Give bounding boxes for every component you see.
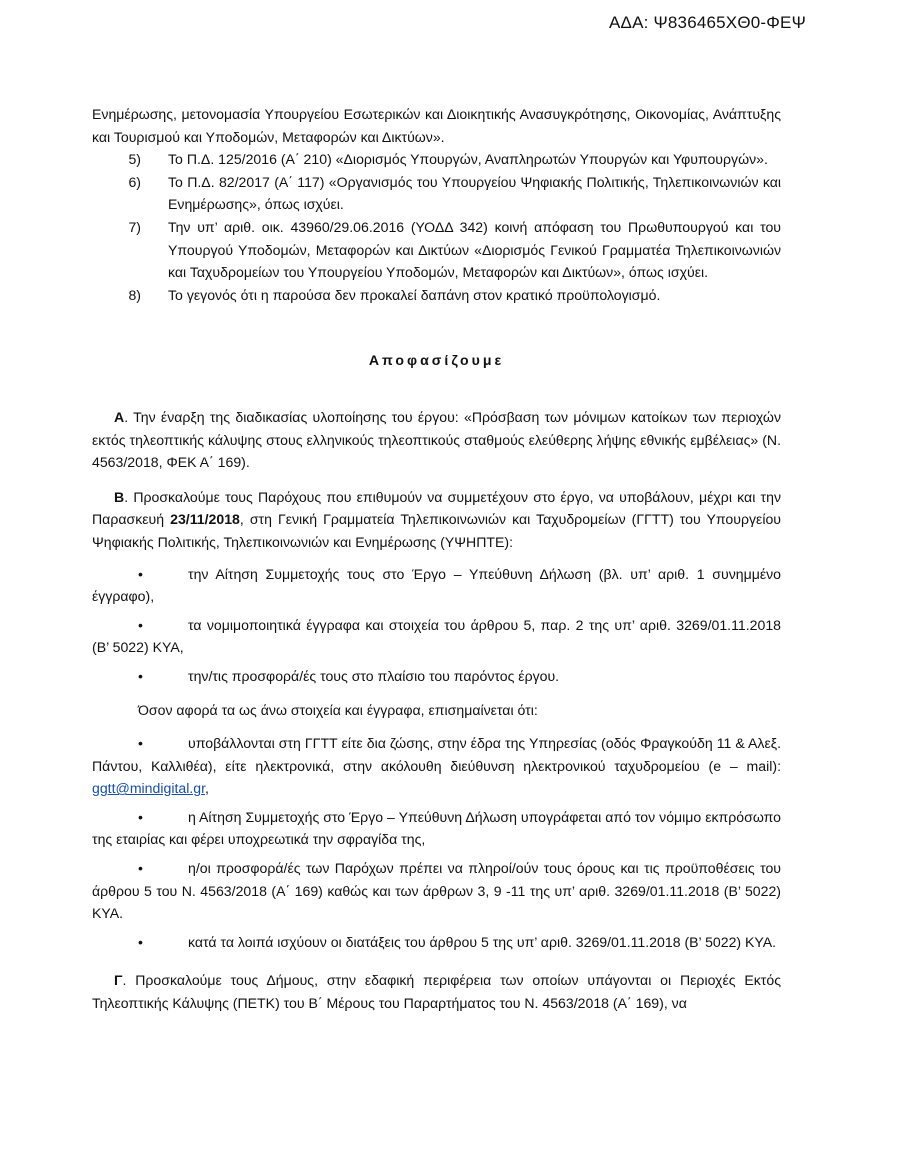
section-a (92, 406, 781, 474)
list-item: • κατά τα λοιπά ισχύουν οι διατάξεις του άρθρου 5 της υπ’ αριθ. 3269/01.11.2018 (Β’ 5022) ΚΥΑ. (92, 931, 781, 954)
section-c-text: . Προσκαλούμε τους Δήμους, στην εδαφική περιφέρεια των οποίων υπάγονται οι Περιοχές Εκτός Τηλεοπτικής Κάλυψης (ΠΕΤΚ) του Β΄ Μέρους του Παραρτήματος του Ν. 4563/2018 (Α΄ 169), να (92, 972, 781, 1011)
item-text: Το γεγονός ότι η παρούσα δεν προκαλεί δαπάνη στον κρατικό προϋπολογισμό. (168, 286, 661, 303)
submission-list (92, 563, 781, 688)
bullet-icon: • (138, 808, 143, 825)
section-b (92, 486, 781, 554)
list-item: • η/οι προσφορά/ές των Παρόχων πρέπει να πληροί/ούν τους όρους και τις προϋποθέσεις του άρθρου 5 του Ν. 4563/2018 (Α΄ 169) καθώς και των άρθρων 3, 9 -11 της υπ’ αριθ. 3269/01.11.2018 (Β’ 5022) ΚΥΑ. (92, 857, 781, 925)
section-b-label: Β (114, 488, 125, 505)
bullet-icon: • (138, 933, 143, 950)
numbered-item-8 (92, 284, 781, 307)
section-a-label: Α (114, 408, 125, 425)
section-b-text-before: . Προσκαλούμε τους Παρόχους που επιθυμούν να συμμετέχουν στο έργο, να υποβάλουν, μέχρι και την Παρασκευή (92, 488, 781, 528)
email-link[interactable]: ggtt@mindigital.gr (92, 780, 206, 797)
bullet-icon: • (138, 860, 143, 877)
decision-heading: Αποφασίζουμε (368, 352, 505, 369)
item-text: Την υπ’ αριθ. οικ. 43960/29.06.2016 (ΥΟΔΔ 342) κοινή απόφαση του Πρωθυπουργού και του Υπουργού Υποδομών, Μεταφορών και Δικτύων «Διορισμός Γενικού Γραμματέα Τηλεπικοινωνιών και Ταχυδρομείων του Υπουργείου Υποδομών, Μεταφορών και Δικτύων», όπως ισχύει. (168, 218, 781, 281)
list-item: • υποβάλλονται στη ΓΓΤΤ είτε δια ζώσης, στην έδρα της Υπηρεσίας (οδός Φραγκούδη 11 & Αλεξ. Πάντου, Καλλιθέα), είτε ηλεκτρονικά, στην ακόλουθη διεύθυνση ηλεκτρονικού ταχυδρομείου (e – mail): ggtt@mindigital.gr, (92, 732, 781, 800)
item-number: 7) (128, 218, 141, 235)
item-number: 5) (128, 151, 141, 168)
regarding-note: Όσον αφορά τα ως άνω στοιχεία και έγγραφα, επισημαίνεται ότι: (138, 702, 538, 719)
bullet-icon: • (138, 735, 143, 752)
item-number: 8) (128, 286, 141, 303)
deadline-date: 23/11/2018 (170, 511, 240, 528)
item-text: Το Π.Δ. 125/2016 (Α΄ 210) «Διορισμός Υπουργών, Αναπληρωτών Υπουργών και Υφυπουργών». (168, 151, 768, 168)
item-text: Το Π.Δ. 82/2017 (Α΄ 117) «Οργανισμός του Υπουργείου Ψηφιακής Πολιτικής, Τηλεπικοινωνιών και Ενημέρωσης», όπως ισχύει. (168, 173, 781, 213)
list-item: • η Αίτηση Συμμετοχής στο Έργο – Υπεύθυνη Δήλωση υπογράφεται από τον νόμιμο εκπρόσωπο της εταιρίας και φέρει υποχρεωτικά την σφραγίδα της, (92, 806, 781, 851)
section-c (92, 969, 781, 1014)
numbered-item-7 (92, 216, 781, 284)
intro-continuation: Ενημέρωσης, μετονομασία Υπουργείου Εσωτερικών και Διοικητικής Ανασυγκρότησης, Οικονομίας, Ανάπτυξης και Τουρισμού και Υποδομών, Μεταφορών και Δικτύων». (92, 106, 781, 145)
bullet-icon: • (138, 565, 143, 582)
list-item: • την Αίτηση Συμμετοχής τους στο Έργο – Υπεύθυνη Δήλωση (βλ. υπ’ αριθ. 1 συνημμένο έγγραφο), (92, 563, 781, 608)
document-body (92, 103, 781, 1015)
section-c-label: Γ (114, 972, 123, 989)
item-number: 6) (128, 173, 141, 190)
section-b-text-after: , στη Γενική Γραμματεία Τηλεπικοινωνιών και Ταχυδρομείων (ΓΓΤΤ) του Υπουργείου Ψηφιακής Πολιτικής, Τηλεπικοινωνιών και Ενημέρωσης (ΥΨΗΠΤΕ): (92, 511, 781, 550)
notes-list (92, 732, 781, 953)
bullet-icon: • (138, 616, 143, 633)
numbered-item-6 (92, 171, 781, 216)
list-item: • την/τις προσφορά/ές τους στο πλαίσιο του παρόντος έργου. (92, 665, 781, 688)
bullet-icon: • (138, 667, 143, 684)
section-a-text: . Την έναρξη της διαδικασίας υλοποίησης του έργου: «Πρόσβαση των μόνιμων κατοίκων των περιοχών εκτός τηλεοπτικής κάλυψης στους ελληνικούς τηλεοπτικούς σταθμούς ελεύθερης λήψης εθνικής εμβέλειας» (Ν. 4563/2018, ΦΕΚ Α΄ 169). (92, 408, 781, 471)
ada-identifier: ΑΔΑ: Ψ836465ΧΘ0-ΦΕΨ (609, 13, 806, 32)
list-item: • τα νομιμοποιητικά έγγραφα και στοιχεία του άρθρου 5, παρ. 2 της υπ’ αριθ. 3269/01.11.2018 (Β’ 5022) ΚΥΑ, (92, 614, 781, 659)
numbered-item-5 (92, 148, 781, 171)
